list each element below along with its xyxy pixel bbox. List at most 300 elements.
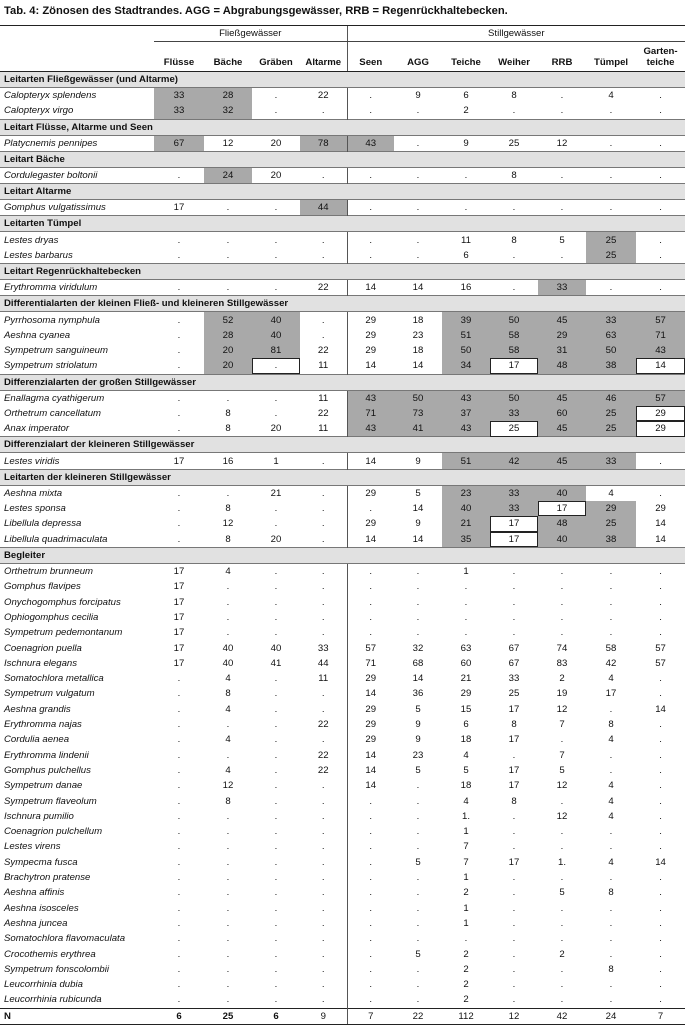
- value-cell: 4: [225, 703, 231, 715]
- value-cell: .: [274, 249, 278, 261]
- value-cell: .: [226, 810, 230, 822]
- value-cell: 68: [412, 657, 424, 669]
- value-cell: .: [177, 749, 181, 761]
- value-cell: .: [321, 703, 325, 715]
- value-cell: .: [659, 795, 662, 807]
- value-cell: .: [321, 902, 325, 914]
- value-cell: .: [274, 581, 278, 593]
- section-title: Differenzialart der kleineren Stillgewässer: [0, 437, 685, 453]
- value-cell: .: [226, 872, 230, 884]
- value-cell: .: [659, 902, 662, 914]
- value-cell: .: [659, 963, 662, 975]
- value-cell: .: [177, 423, 181, 435]
- value-cell: 29: [538, 328, 586, 343]
- value-cell: .: [347, 501, 394, 516]
- value-cell: .: [321, 611, 325, 623]
- value-cell: 40: [442, 501, 490, 516]
- species-name: Gomphus pulchellus: [4, 764, 91, 776]
- value-cell: .: [177, 234, 181, 246]
- value-cell: .: [321, 810, 325, 822]
- species-row: [0, 992, 685, 1008]
- species-name: Somatochlora metallica: [4, 673, 104, 685]
- value-cell: 25: [508, 137, 520, 149]
- species-row: [0, 748, 685, 763]
- value-cell: .: [347, 885, 394, 900]
- value-cell: .: [274, 841, 278, 853]
- value-cell: 41: [270, 657, 282, 669]
- section-title: Differenzialarten der großen Stillgewässer: [0, 374, 685, 390]
- value-cell: .: [177, 518, 181, 530]
- value-cell: .: [512, 963, 516, 975]
- value-cell: .: [347, 88, 394, 104]
- value-cell: 33: [490, 485, 538, 501]
- value-cell: .: [226, 979, 230, 991]
- value-cell: .: [659, 826, 662, 838]
- value-cell: .: [464, 170, 468, 182]
- value-cell: 50: [490, 390, 538, 406]
- value-cell: 36: [412, 688, 424, 700]
- value-cell: 4: [608, 673, 614, 685]
- value-cell: 14: [412, 673, 424, 685]
- species-row: [0, 732, 685, 747]
- value-cell: 58: [490, 328, 538, 343]
- value-cell: .: [274, 887, 278, 899]
- value-cell: .: [659, 948, 662, 960]
- value-cell: .: [274, 902, 278, 914]
- value-cell: 20: [204, 343, 252, 358]
- species-row: [0, 103, 685, 119]
- value-cell: 12: [556, 137, 568, 149]
- value-cell: 33: [538, 280, 586, 296]
- value-cell: .: [177, 810, 181, 822]
- value-cell: .: [512, 887, 516, 899]
- value-cell: .: [177, 533, 181, 545]
- value-cell: 4: [608, 780, 614, 792]
- species-name: Gomphus vulgatissimus: [4, 202, 106, 214]
- value-cell: 8: [225, 408, 231, 419]
- value-cell: .: [416, 170, 420, 182]
- value-cell: 4: [608, 795, 614, 807]
- value-cell: .: [416, 596, 420, 608]
- value-cell: 67: [154, 135, 204, 151]
- zoenosen-table: [0, 25, 685, 1025]
- value-cell: 51: [442, 328, 490, 343]
- value-cell: 29: [347, 732, 394, 747]
- value-cell: .: [347, 977, 394, 992]
- value-cell: .: [347, 946, 394, 961]
- value-cell: .: [321, 780, 325, 792]
- value-cell: .: [321, 627, 325, 639]
- species-row: [0, 885, 685, 900]
- value-cell: 7: [463, 841, 469, 853]
- value-cell: .: [416, 902, 420, 914]
- value-cell: 22: [317, 764, 329, 776]
- value-cell: 33: [508, 673, 520, 685]
- value-cell: .: [416, 933, 420, 945]
- value-cell: 17: [173, 202, 185, 214]
- value-cell: 22: [317, 90, 329, 102]
- value-cell: .: [321, 533, 325, 545]
- species-row: [0, 610, 685, 625]
- species-row: [0, 916, 685, 931]
- value-cell: 25: [204, 1008, 252, 1024]
- column-header-4: Seen: [347, 42, 394, 72]
- species-name: Calopteryx splendens: [4, 90, 97, 102]
- species-name: Orthetrum cancellatum: [4, 408, 102, 419]
- value-cell: .: [226, 948, 230, 960]
- value-cell: .: [659, 764, 662, 776]
- species-name: Anax imperator: [4, 423, 70, 435]
- value-cell: 29: [347, 717, 394, 732]
- species-name: Onychogomphus forcipatus: [4, 596, 121, 608]
- species-row: [0, 167, 685, 183]
- value-cell: 4: [608, 487, 614, 499]
- value-cell: .: [416, 795, 420, 807]
- value-cell: 12: [222, 780, 234, 792]
- value-cell: .: [321, 581, 325, 593]
- value-cell: 57: [347, 640, 394, 655]
- column-header-9: Tümpel: [586, 42, 636, 72]
- value-cell: .: [321, 596, 325, 608]
- value-cell: 9: [415, 90, 421, 102]
- value-cell: 5: [415, 703, 421, 715]
- species-name: Ischnura elegans: [4, 657, 78, 669]
- value-cell: 14: [655, 703, 666, 715]
- value-cell: .: [512, 581, 516, 593]
- value-cell: 1.: [462, 810, 471, 822]
- value-cell: .: [659, 234, 662, 246]
- value-cell: .: [416, 810, 420, 822]
- value-cell: 29: [347, 671, 394, 686]
- value-cell: .: [321, 841, 325, 853]
- value-cell: .: [659, 688, 662, 700]
- value-cell: .: [609, 566, 613, 578]
- value-cell: 8: [225, 503, 231, 515]
- value-cell: .: [274, 749, 278, 761]
- value-cell: 71: [347, 406, 394, 421]
- table-title: Tab. 4: Zönosen des Stadtrandes. AGG = Abgrabungsgewässer, RRB = Regenrückhaltebecken.: [4, 5, 508, 17]
- value-cell: .: [226, 917, 230, 929]
- section-title: Leitart Regenrückhaltebecken: [0, 264, 685, 280]
- value-cell: .: [274, 933, 278, 945]
- value-cell: 44: [317, 657, 329, 669]
- value-cell: 4: [608, 90, 614, 102]
- value-cell: .: [274, 734, 278, 746]
- value-cell: 17: [508, 703, 520, 715]
- value-cell: 45: [538, 390, 586, 406]
- species-name: Sympetrum sanguineum: [4, 345, 108, 357]
- value-cell: .: [321, 518, 325, 530]
- value-cell: 22: [317, 719, 329, 731]
- value-cell: 17: [173, 627, 185, 639]
- species-row: [0, 870, 685, 885]
- species-row: [0, 625, 685, 640]
- value-cell: 4: [225, 673, 231, 685]
- species-name: Sympetrum flaveolum: [4, 795, 97, 807]
- value-cell: 40: [252, 312, 300, 328]
- value-cell: 83: [556, 657, 568, 669]
- value-cell: .: [321, 917, 325, 929]
- value-cell: 20: [270, 423, 282, 435]
- value-cell: 18: [412, 314, 424, 326]
- value-cell: 8: [511, 234, 517, 246]
- value-cell: 14: [347, 358, 394, 374]
- value-cell: 50: [586, 343, 636, 358]
- value-cell: .: [609, 105, 613, 117]
- value-cell: .: [177, 841, 181, 853]
- species-name: Lestes dryas: [4, 234, 59, 246]
- value-cell: 48: [538, 358, 586, 374]
- value-cell: .: [464, 202, 468, 214]
- value-cell: .: [177, 994, 181, 1006]
- column-header-6: Teiche: [442, 42, 490, 72]
- species-row: [0, 390, 685, 406]
- value-cell: .: [177, 826, 181, 838]
- value-cell: 25: [586, 232, 636, 248]
- value-cell: 22: [394, 1008, 442, 1024]
- value-cell: .: [659, 810, 662, 822]
- value-cell: .: [321, 887, 325, 899]
- value-cell: .: [226, 596, 230, 608]
- value-cell: .: [177, 392, 181, 404]
- species-name: Aeshna mixta: [4, 487, 63, 499]
- value-cell: 8: [511, 719, 517, 731]
- value-cell: 29: [347, 343, 394, 358]
- section-header-row: [0, 151, 685, 167]
- value-cell: .: [609, 170, 613, 182]
- value-cell: .: [226, 282, 230, 294]
- value-cell: 1: [273, 455, 279, 467]
- section-header-row: [0, 184, 685, 200]
- value-cell: 29: [636, 406, 685, 421]
- value-cell: 31: [538, 343, 586, 358]
- value-cell: .: [609, 137, 613, 149]
- species-name: Orthetrum brunneum: [4, 566, 94, 578]
- value-cell: 78: [300, 135, 347, 151]
- species-row: [0, 717, 685, 732]
- value-cell: 35: [442, 532, 490, 548]
- value-cell: .: [347, 103, 394, 119]
- value-cell: .: [274, 408, 278, 419]
- value-cell: 14: [655, 518, 666, 530]
- value-cell: 5: [415, 948, 421, 960]
- value-cell: .: [347, 870, 394, 885]
- value-cell: .: [347, 610, 394, 625]
- species-name: Platycnemis pennipes: [4, 137, 98, 149]
- value-cell: 9: [415, 518, 421, 530]
- value-cell: .: [226, 611, 230, 623]
- value-cell: .: [659, 487, 662, 499]
- value-cell: .: [321, 979, 325, 991]
- value-cell: .: [321, 314, 325, 326]
- value-cell: .: [321, 856, 325, 868]
- value-cell: .: [560, 841, 564, 853]
- value-cell: .: [177, 979, 181, 991]
- value-cell: .: [560, 170, 564, 182]
- value-cell: 14: [347, 453, 394, 469]
- value-cell: 12: [490, 1008, 538, 1024]
- value-cell: .: [659, 933, 662, 945]
- value-cell: 24: [586, 1008, 636, 1024]
- species-row: [0, 702, 685, 717]
- value-cell: 45: [538, 421, 586, 437]
- value-cell: 25: [586, 248, 636, 264]
- value-cell: 14: [347, 763, 394, 778]
- value-cell: .: [321, 994, 325, 1006]
- value-cell: 17: [173, 596, 185, 608]
- species-name: Cordulegaster boltonii: [4, 170, 98, 182]
- species-name: Aeshna cyanea: [4, 329, 71, 341]
- value-cell: .: [609, 764, 613, 776]
- value-cell: .: [609, 749, 613, 761]
- value-cell: 39: [442, 312, 490, 328]
- value-cell: .: [416, 202, 420, 214]
- value-cell: .: [347, 824, 394, 839]
- value-cell: .: [416, 841, 420, 853]
- species-name: Ischnura pumilio: [4, 810, 74, 822]
- value-cell: 57: [636, 390, 685, 406]
- value-cell: .: [347, 900, 394, 915]
- value-cell: 2: [463, 963, 469, 975]
- value-cell: .: [609, 703, 613, 715]
- group-fliessgewaesser: Fließgewässer: [154, 26, 347, 42]
- species-name: Aeshna isosceles: [4, 902, 79, 914]
- value-cell: 48: [538, 516, 586, 531]
- value-cell: .: [321, 688, 325, 700]
- column-header-2: Gräben: [252, 42, 300, 72]
- value-cell: .: [347, 962, 394, 977]
- value-cell: 17: [508, 764, 520, 776]
- species-row: [0, 312, 685, 328]
- value-cell: .: [321, 249, 325, 261]
- value-cell: 11: [318, 673, 329, 685]
- species-name: Lestes barbarus: [4, 249, 73, 261]
- value-cell: .: [274, 688, 278, 700]
- value-cell: 4: [463, 795, 469, 807]
- value-cell: 51: [442, 453, 490, 469]
- value-cell: .: [609, 917, 613, 929]
- value-cell: .: [659, 566, 662, 578]
- value-cell: .: [659, 202, 662, 214]
- value-cell: 25: [490, 421, 538, 437]
- value-cell: 28: [204, 328, 252, 343]
- value-cell: .: [226, 234, 230, 246]
- value-cell: 63: [586, 328, 636, 343]
- value-cell: 7: [636, 1008, 685, 1024]
- value-cell: .: [560, 795, 564, 807]
- value-cell: .: [416, 234, 420, 246]
- value-cell: 45: [538, 312, 586, 328]
- value-cell: 34: [442, 358, 490, 374]
- value-cell: 2: [559, 673, 565, 685]
- value-cell: 40: [252, 328, 300, 343]
- value-cell: .: [226, 841, 230, 853]
- value-cell: 5: [415, 487, 421, 499]
- value-cell: .: [274, 979, 278, 991]
- value-cell: 17: [508, 856, 520, 868]
- species-name: Libellula quadrimaculata: [4, 533, 108, 545]
- species-name: Cordulia aenea: [4, 734, 70, 746]
- value-cell: .: [274, 719, 278, 731]
- value-cell: 22: [317, 345, 329, 357]
- value-cell: 14: [347, 532, 394, 548]
- value-cell: 40: [538, 532, 586, 548]
- value-cell: .: [560, 202, 564, 214]
- value-cell: 22: [317, 408, 329, 419]
- species-name: Lestes sponsa: [4, 503, 66, 515]
- value-cell: 14: [412, 282, 424, 294]
- value-cell: 1: [463, 917, 469, 929]
- value-cell: .: [226, 487, 230, 499]
- value-cell: 12: [556, 810, 568, 822]
- value-cell: .: [274, 282, 278, 294]
- value-cell: .: [226, 581, 230, 593]
- value-cell: 19: [556, 688, 568, 700]
- value-cell: .: [512, 872, 516, 884]
- value-cell: .: [347, 232, 394, 248]
- value-cell: .: [177, 948, 181, 960]
- species-row: [0, 793, 685, 808]
- value-cell: .: [560, 596, 564, 608]
- value-cell: .: [177, 887, 181, 899]
- value-cell: 7: [463, 856, 469, 868]
- value-cell: 44: [300, 200, 347, 216]
- species-name: Sympetrum fonscolombii: [4, 963, 110, 975]
- value-cell: .: [274, 611, 278, 623]
- value-cell: 9: [415, 455, 421, 467]
- value-cell: 2: [559, 948, 565, 960]
- value-cell: 60: [460, 657, 472, 669]
- value-cell: 14: [347, 686, 394, 701]
- value-cell: .: [416, 826, 420, 838]
- value-cell: 43: [442, 390, 490, 406]
- value-cell: .: [659, 627, 662, 639]
- value-cell: 14: [412, 503, 424, 515]
- value-cell: .: [321, 234, 325, 246]
- value-cell: .: [347, 992, 394, 1008]
- value-cell: .: [512, 902, 516, 914]
- value-cell: 23: [412, 329, 424, 341]
- value-cell: .: [609, 902, 613, 914]
- value-cell: 8: [225, 688, 231, 700]
- species-name: Sympetrum vulgatum: [4, 688, 95, 700]
- species-name: Sympecma fusca: [4, 856, 78, 868]
- value-cell: .: [347, 916, 394, 931]
- value-cell: .: [274, 764, 278, 776]
- value-cell: .: [464, 627, 468, 639]
- value-cell: .: [274, 780, 278, 792]
- value-cell: 57: [655, 657, 666, 669]
- value-cell: .: [347, 167, 394, 183]
- value-cell: .: [226, 202, 230, 214]
- value-cell: 12: [222, 137, 234, 149]
- value-cell: 20: [270, 170, 282, 182]
- value-cell: .: [177, 902, 181, 914]
- value-cell: 14: [655, 856, 666, 868]
- column-header-10: Garten- teiche: [636, 42, 685, 72]
- section-title: Leitart Altarme: [0, 184, 685, 200]
- value-cell: .: [659, 734, 662, 746]
- value-cell: .: [659, 719, 662, 731]
- species-name: Ophiogomphus cecilia: [4, 611, 99, 623]
- value-cell: .: [416, 137, 420, 149]
- value-cell: 29: [347, 485, 394, 501]
- value-cell: .: [321, 170, 325, 182]
- value-cell: .: [659, 872, 662, 884]
- section-header-row: [0, 72, 685, 88]
- species-row: [0, 656, 685, 671]
- value-cell: .: [177, 345, 181, 357]
